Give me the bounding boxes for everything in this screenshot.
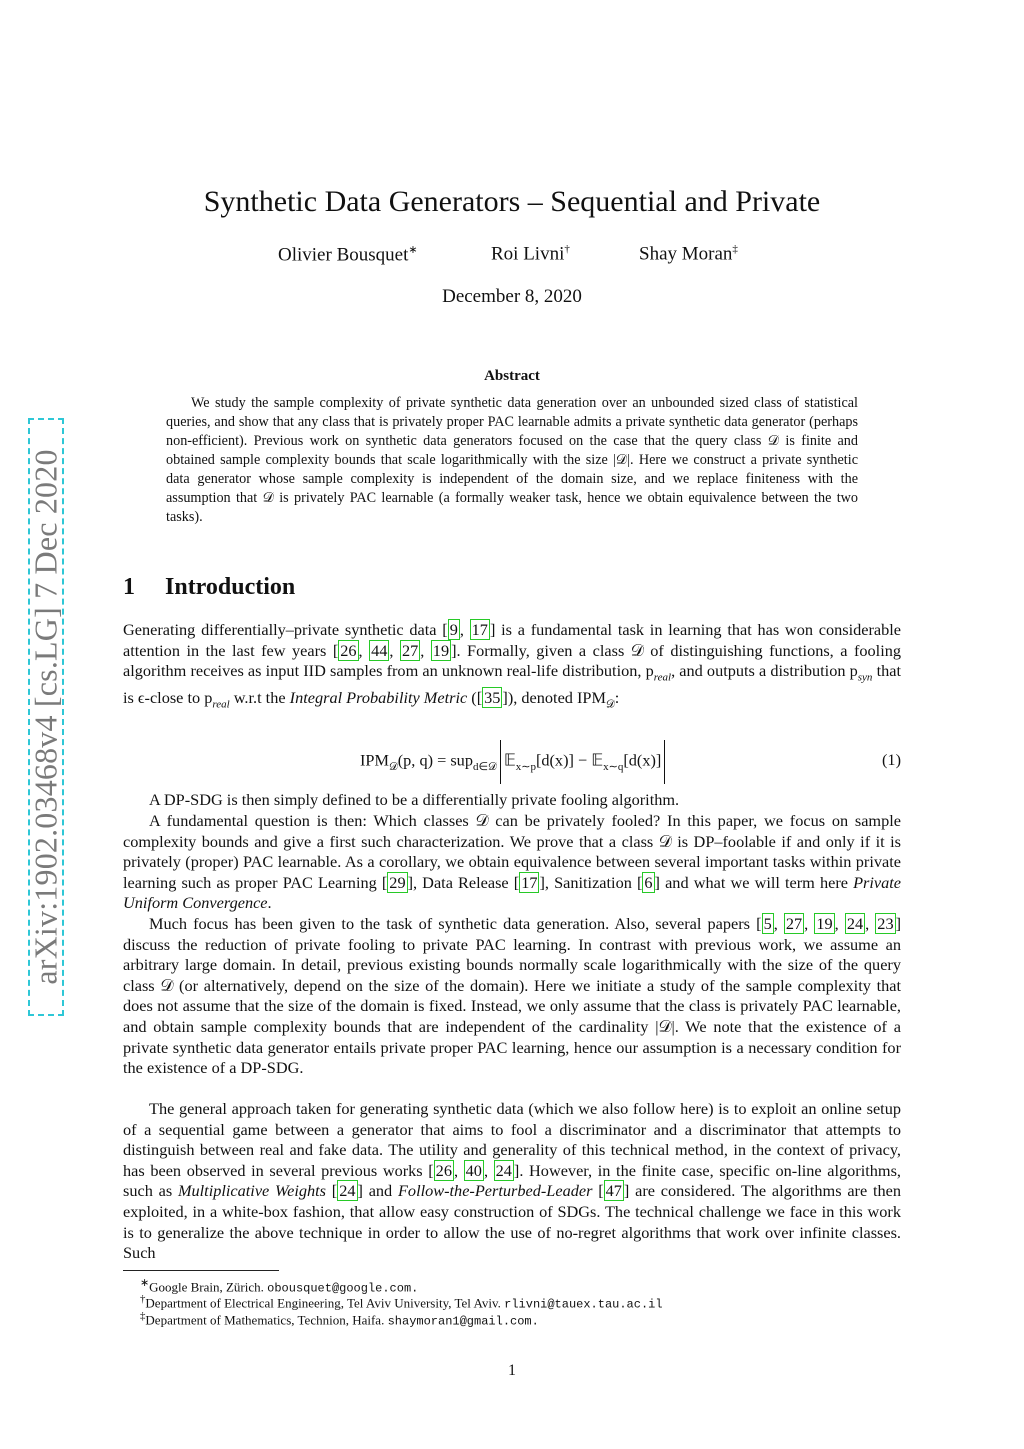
paper-date: December 8, 2020 — [442, 286, 582, 307]
abstract-heading: Abstract — [484, 368, 540, 384]
paper-title: Synthetic Data Generators – Sequential and Private — [203, 185, 821, 218]
citation-link[interactable]: 24 — [846, 914, 864, 933]
citation-link[interactable]: 24 — [339, 1181, 356, 1201]
footnote-moran: ‡Department of Mathematics, Technion, Haifa. shaymoran1@gmail.com. — [140, 1310, 539, 1329]
intro-paragraph-4: Much focus has been given to the task of synthetic data generation. Also, several papers [ 5 , 27 , 19 , 24 , 23 ] discuss the reduction of private fooling to private PAC learning. In contrast with previous work, we assume an arbitrary large domain. In detail, previous existing bounds normally scale logarithmically with the size of the query class 𝒟 (or alternatively, depend on the size of the domain). Here we initiate a study of the sample complexity that does not assume that the size of the domain is fixed. Instead, we only assume that the class is privately PAC learnable, and obtain sample complexity bounds that are independent of the cardinality |𝒟|. We note that the existence of a private synthetic data generator entails private proper PAC learning, hence our assumption is a necessary condition for the existence of a DP-SDG. — [123, 914, 901, 1078]
citation-link[interactable]: 6 — [644, 872, 653, 892]
citation-link[interactable]: 26 — [340, 640, 357, 660]
email-link[interactable]: obousquet@google.com. — [267, 1281, 419, 1296]
citation-link[interactable]: 5 — [763, 914, 772, 933]
citation-link[interactable]: 24 — [495, 1160, 512, 1180]
email-link[interactable]: shaymoran1@gmail.com. — [387, 1314, 539, 1329]
citation-link[interactable]: 27 — [785, 914, 803, 933]
citation-link[interactable]: 47 — [605, 1181, 622, 1201]
citation-link[interactable]: 40 — [465, 1160, 482, 1180]
citation-link[interactable]: 35 — [484, 688, 501, 708]
equation-ipm: $IPM_𝒟(p$, q) = sup$_{d\in 𝒟}$ 𝔼$_{x\sim p}$[d(x)] − 𝔼$_{x\sim q}$[d(x)] — [360, 740, 668, 784]
footnote-rule — [123, 1270, 279, 1271]
intro-paragraph-2: A DP-SDG is then simply defined to be a differentially private fooling algorithm. — [149, 790, 680, 809]
intro-paragraph-5: The general approach taken for generating synthetic data (which we also follow here) is to exploit an online setup of a sequential game between a generator that aims to fool a discriminator and a discriminator that attempts to distinguish between real and fake data. The utility and generality of this technical method, in the context of privacy, has been observed in several previous works [ 26 , 40 , 24 ]. However, in the finite case, specific on-line algorithms, such as Multiplicative Weights [ 24 ] and Follow-the-Perturbed-Leader [ 47 ] are considered. The algorithms are then exploited, in a white-box fashion, that allow easy construction of SDGs. The technical challenge we face in this work is to generalize the above technique in order to allow the use of no-regret algorithms that work over infinite classes. Such — [123, 1099, 901, 1263]
email-link[interactable]: rlivni@tauex.tau.ac.il — [504, 1297, 663, 1312]
citation-link[interactable]: 29 — [389, 872, 406, 892]
intro-paragraph-3: A fundamental question is then: Which classes 𝒟 can be privately fooled? In this paper, we focus on sample complexity bounds and give a first such characterization. We prove that a class 𝒟 is DP–foolable if and only if it is privately (proper) PAC learnable. As a corollary, we obtain equivalence between several important tasks within private learning such as proper PAC Learning [ 29 ], Data Release [ 17 ], Sanitization [ 6 ] and what we will term here Private Uniform Convergence. — [123, 811, 902, 913]
author-bousquet: Olivier Bousquet∗ — [278, 244, 418, 266]
footnote-bousquet: ∗Google Brain, Zürich. obousquet@google.com. — [140, 1277, 419, 1296]
citation-link[interactable]: 17 — [471, 620, 488, 639]
citation-link[interactable]: 9 — [449, 620, 458, 639]
section-heading: 1 Introduction — [123, 574, 296, 600]
footnote-livni: †Department of Electrical Engineering, Tel Aviv University, Tel Aviv. rlivni@tauex.tau.ac.il — [140, 1293, 663, 1312]
citation-link[interactable]: 19 — [816, 914, 833, 933]
citation-link[interactable]: 27 — [401, 640, 419, 660]
citation-link[interactable]: 17 — [521, 872, 538, 892]
arxiv-identifier: arXiv:1902.03468v4 [cs.LG] 7 Dec 2020 — [27, 449, 64, 985]
citation-link[interactable]: 19 — [432, 640, 450, 660]
intro-paragraph-1: Generating differentially–private synthetic data [ 9 , 17 ] is a fundamental task in learning that has won considerable attention in the last few years [ 26 , 44 , 27 , 19 ]. Formally, given a class 𝒟 of distinguishing functions, a fooling algorithm receives as input IID samples from an unknown real-life distribution, $p_{real}$, and outputs a distribution $p_{syn}$ that is ϵ-close to $p_{real}$ w.r.t the Integral Probability Metric ([ 35 ]), denoted $IPM_𝒟$: — [123, 620, 901, 711]
citation-link[interactable]: 26 — [435, 1160, 452, 1180]
author-moran: Shay Moran‡ — [639, 243, 738, 265]
page-number: 1 — [508, 1362, 516, 1379]
abstract-body: We study the sample complexity of private synthetic data generation over an unbounded sized class of statistical queries, and show that any class that is privately proper PAC learnable admits a private synthetic data generator (perhaps non-efficient). Previous work on synthetic data generators focused on the case that the query class 𝒟 is finite and obtained sample complexity bounds that scale logarithmically with the size |𝒟|. Here we construct a private synthetic data generator whose sample complexity is independent of the domain size, and we replace finiteness with the assumption that 𝒟 is privately PAC learnable (a formally weaker task, hence we obtain equivalence between the two tasks). — [166, 395, 858, 525]
citation-link[interactable]: 44 — [371, 640, 388, 660]
citation-link[interactable]: 23 — [877, 914, 894, 933]
author-livni: Roi Livni† — [491, 243, 570, 265]
equation-number: (1) — [882, 750, 901, 769]
